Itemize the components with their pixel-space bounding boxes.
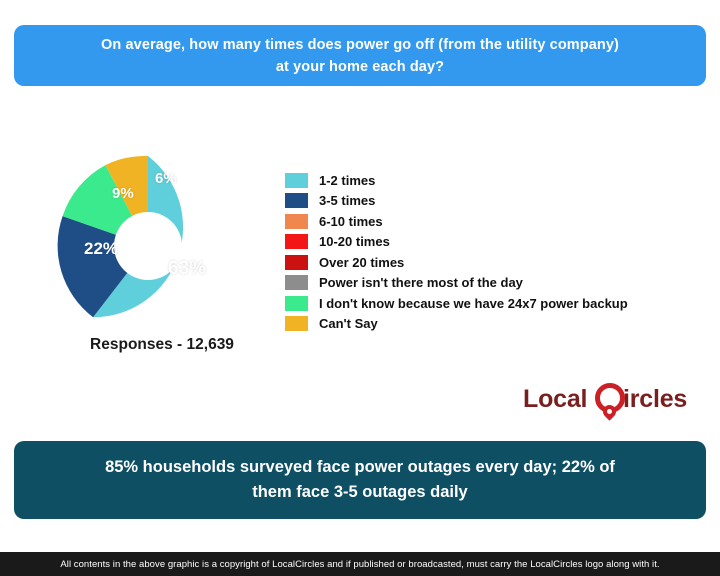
legend-label: 6-10 times [319,213,383,229]
legend-item [285,293,705,314]
slice-label-1-2-times: 63% [168,258,207,279]
slice-label-backup: 9% [112,185,134,202]
legend-item [285,191,705,212]
copyright-text: All contents in the above graphic is a copyright of LocalCircles and if published or broadcasted, must carry the LocalCircles logo along with it. [60,558,660,570]
question-line-2: at your home each day? [275,58,445,75]
legend-label: I don't know because we have 24x7 power backup [319,295,628,311]
legend-label: Power isn't there most of the day [319,275,523,291]
conclusion-line-2: them face 3-5 outages daily [252,483,468,501]
slice-label-cant-say: 6% [155,170,177,187]
chart-legend [285,170,705,334]
question-line-1: On average, how many times does power go off (from the utility company) [101,36,619,53]
legend-swatch-icon [285,234,308,249]
conclusion-line-1: 85% households surveyed face power outages every day; 22% of [105,458,615,476]
legend-item [285,252,705,273]
legend-swatch-icon [285,173,308,188]
legend-swatch-icon [285,296,308,311]
legend-swatch-icon [285,316,308,331]
legend-swatch-icon [285,193,308,208]
localcircles-logo [523,381,701,429]
donut-chart [36,140,288,355]
legend-label: 1-2 times [319,172,376,188]
legend-item [285,170,705,191]
legend-label: Over 20 times [319,254,405,270]
question-text [101,34,619,78]
slice-label-3-5-times: 22% [84,239,119,258]
legend-item [285,232,705,253]
conclusion-text [105,455,615,505]
logo-text-left: Local [523,385,588,413]
donut-graphic [50,148,246,344]
logo-text-right: ircles [623,385,688,413]
legend-label: 10-20 times [319,234,390,250]
legend-item [285,273,705,294]
copyright-footer [0,552,720,576]
legend-swatch-icon [285,214,308,229]
legend-swatch-icon [285,255,308,270]
legend-item [285,314,705,335]
legend-item [285,211,705,232]
question-banner [14,25,706,86]
legend-swatch-icon [285,275,308,290]
legend-label: 3-5 times [319,193,376,209]
legend-label: Can't Say [319,316,378,332]
responses-count: Responses - 12,639 [90,336,234,353]
conclusion-banner [14,441,706,519]
donut-svg [50,148,246,344]
